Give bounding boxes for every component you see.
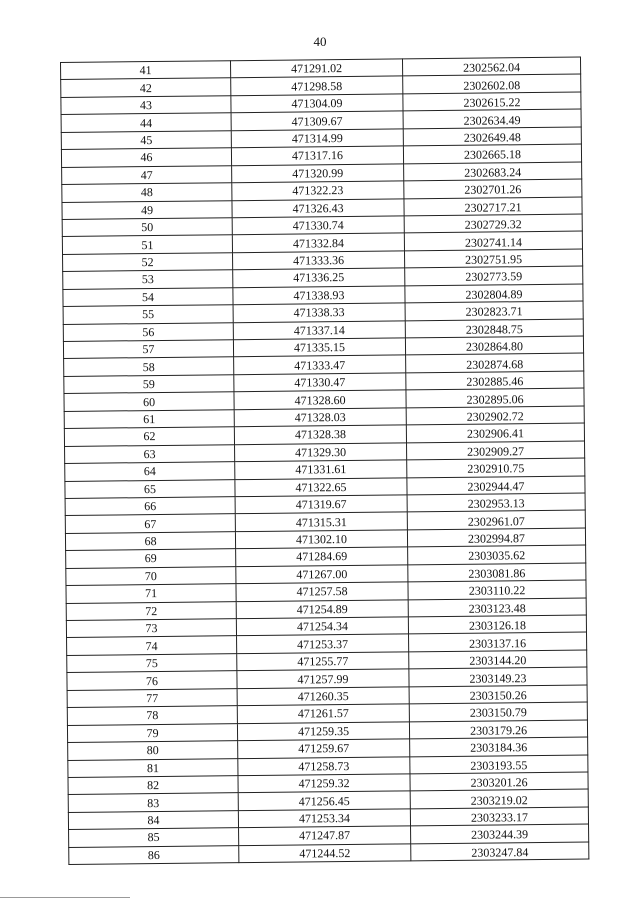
- x-coordinate-cell: 471337.14: [233, 320, 405, 339]
- x-coordinate-cell: 471332.84: [232, 233, 404, 252]
- x-coordinate-cell: 471259.35: [237, 722, 409, 741]
- point-number-cell: 70: [66, 566, 236, 585]
- y-coordinate-cell: 2302874.68: [406, 353, 584, 372]
- point-number-cell: 45: [61, 130, 231, 149]
- x-coordinate-cell: 471338.33: [233, 303, 405, 322]
- x-coordinate-cell: 471253.37: [237, 634, 409, 653]
- x-coordinate-cell: 471331.61: [235, 460, 407, 479]
- x-coordinate-cell: 471255.77: [237, 652, 409, 671]
- point-number-cell: 56: [63, 322, 233, 341]
- x-coordinate-cell: 471329.30: [235, 443, 407, 462]
- y-coordinate-cell: 2302823.71: [405, 301, 583, 320]
- y-coordinate-cell: 2303150.26: [409, 685, 587, 704]
- point-number-cell: 46: [61, 148, 231, 167]
- y-coordinate-cell: 2303110.22: [408, 580, 586, 599]
- x-coordinate-cell: 471315.31: [235, 512, 407, 531]
- point-number-cell: 54: [63, 287, 233, 306]
- x-coordinate-cell: 471328.60: [234, 390, 406, 409]
- y-coordinate-cell: 2303137.16: [409, 632, 587, 651]
- x-coordinate-cell: 471328.38: [234, 425, 406, 444]
- y-coordinate-cell: 2302751.95: [404, 249, 582, 268]
- point-number-cell: 71: [66, 584, 236, 603]
- x-coordinate-cell: 471314.99: [231, 129, 403, 148]
- x-coordinate-cell: 471260.35: [237, 687, 409, 706]
- point-number-cell: 73: [66, 619, 236, 638]
- point-number-cell: 86: [69, 845, 239, 864]
- coordinates-table: [60, 57, 589, 866]
- point-number-cell: 60: [64, 392, 234, 411]
- y-coordinate-cell: 2303244.39: [411, 824, 589, 843]
- x-coordinate-cell: 471256.45: [238, 791, 410, 810]
- x-coordinate-cell: 471254.89: [236, 599, 408, 618]
- y-coordinate-cell: 2303179.26: [409, 720, 587, 739]
- y-coordinate-cell: 2302602.08: [403, 74, 581, 93]
- coordinates-table-body: [61, 57, 589, 865]
- page-number: 40: [313, 34, 327, 49]
- x-coordinate-cell: 471317.16: [231, 146, 403, 165]
- x-coordinate-cell: 471328.03: [234, 408, 406, 427]
- point-number-cell: 66: [65, 497, 235, 516]
- point-number-cell: 51: [62, 235, 232, 254]
- x-coordinate-cell: 471259.32: [238, 774, 410, 793]
- y-coordinate-cell: 2303081.86: [408, 563, 586, 582]
- y-coordinate-cell: 2302634.49: [403, 109, 581, 128]
- y-coordinate-cell: 2303193.55: [410, 755, 588, 774]
- point-number-cell: 63: [65, 444, 235, 463]
- point-number-cell: 68: [65, 532, 235, 551]
- y-coordinate-cell: 2303233.17: [410, 807, 588, 826]
- point-number-cell: 57: [63, 340, 233, 359]
- x-coordinate-cell: 471284.69: [236, 547, 408, 566]
- y-coordinate-cell: 2303144.20: [409, 650, 587, 669]
- point-number-cell: 77: [67, 688, 237, 707]
- y-coordinate-cell: 2303150.79: [409, 702, 587, 721]
- y-coordinate-cell: 2302910.75: [407, 458, 585, 477]
- point-number-cell: 64: [65, 462, 235, 481]
- y-coordinate-cell: 2302953.13: [407, 493, 585, 512]
- point-number-cell: 42: [61, 78, 231, 97]
- y-coordinate-cell: 2302683.24: [404, 162, 582, 181]
- x-coordinate-cell: 471247.87: [239, 826, 411, 845]
- y-coordinate-cell: 2302944.47: [407, 476, 585, 495]
- point-number-cell: 55: [63, 305, 233, 324]
- y-coordinate-cell: 2302562.04: [402, 57, 580, 76]
- x-coordinate-cell: 471259.67: [238, 739, 410, 758]
- y-coordinate-cell: 2302665.18: [403, 144, 581, 163]
- point-number-cell: 62: [64, 427, 234, 446]
- point-number-cell: 48: [62, 183, 232, 202]
- point-number-cell: 75: [67, 654, 237, 673]
- y-coordinate-cell: 2303126.18: [408, 615, 586, 634]
- x-coordinate-cell: 471333.36: [233, 251, 405, 270]
- point-number-cell: 84: [68, 810, 238, 829]
- point-number-cell: 78: [67, 706, 237, 725]
- point-number-cell: 58: [64, 357, 234, 376]
- point-number-cell: 69: [66, 549, 236, 568]
- y-coordinate-cell: 2302895.06: [406, 388, 584, 407]
- y-coordinate-cell: 2302804.89: [405, 284, 583, 303]
- y-coordinate-cell: 2303201.26: [410, 772, 588, 791]
- x-coordinate-cell: 471333.47: [234, 355, 406, 374]
- y-coordinate-cell: 2303035.62: [408, 545, 586, 564]
- y-coordinate-cell: 2302885.46: [406, 371, 584, 390]
- point-number-cell: 41: [61, 61, 231, 80]
- point-number-cell: 67: [65, 514, 235, 533]
- y-coordinate-cell: 2302902.72: [406, 406, 584, 425]
- x-coordinate-cell: 471257.99: [237, 669, 409, 688]
- point-number-cell: 81: [68, 758, 238, 777]
- x-coordinate-cell: 471326.43: [232, 198, 404, 217]
- x-coordinate-cell: 471319.67: [235, 495, 407, 514]
- y-coordinate-cell: 2302909.27: [407, 441, 585, 460]
- y-coordinate-cell: 2302615.22: [403, 92, 581, 111]
- point-number-cell: 80: [68, 741, 238, 760]
- footer-rule: [0, 897, 130, 898]
- y-coordinate-cell: 2302701.26: [404, 179, 582, 198]
- y-coordinate-cell: 2303149.23: [409, 667, 587, 686]
- y-coordinate-cell: 2303123.48: [408, 598, 586, 617]
- x-coordinate-cell: 471330.47: [234, 373, 406, 392]
- y-coordinate-cell: 2302994.87: [407, 528, 585, 547]
- y-coordinate-cell: 2303247.84: [411, 842, 589, 861]
- x-coordinate-cell: 471309.67: [231, 111, 403, 130]
- point-number-cell: 49: [62, 200, 232, 219]
- point-number-cell: 83: [68, 793, 238, 812]
- point-number-cell: 65: [65, 479, 235, 498]
- point-number-cell: 74: [67, 636, 237, 655]
- y-coordinate-cell: 2302906.41: [406, 423, 584, 442]
- point-number-cell: 50: [62, 218, 232, 237]
- y-coordinate-cell: 2302864.80: [405, 336, 583, 355]
- point-number-cell: 47: [62, 165, 232, 184]
- point-number-cell: 72: [66, 601, 236, 620]
- point-number-cell: 43: [61, 96, 231, 115]
- x-coordinate-cell: 471258.73: [238, 756, 410, 775]
- y-coordinate-cell: 2303184.36: [410, 737, 588, 756]
- x-coordinate-cell: 471302.10: [235, 530, 407, 549]
- point-number-cell: 79: [67, 723, 237, 742]
- x-coordinate-cell: 471254.34: [236, 617, 408, 636]
- y-coordinate-cell: 2303219.02: [410, 789, 588, 808]
- x-coordinate-cell: 471298.58: [231, 76, 403, 95]
- y-coordinate-cell: 2302729.32: [404, 214, 582, 233]
- x-coordinate-cell: 471322.23: [232, 181, 404, 200]
- y-coordinate-cell: 2302649.48: [403, 127, 581, 146]
- y-coordinate-cell: 2302717.21: [404, 197, 582, 216]
- x-coordinate-cell: 471320.99: [232, 164, 404, 183]
- x-coordinate-cell: 471336.25: [233, 268, 405, 287]
- x-coordinate-cell: 471253.34: [238, 809, 410, 828]
- point-number-cell: 59: [64, 375, 234, 394]
- y-coordinate-cell: 2302773.59: [405, 266, 583, 285]
- x-coordinate-cell: 471257.58: [236, 582, 408, 601]
- x-coordinate-cell: 471322.65: [235, 477, 407, 496]
- point-number-cell: 82: [68, 776, 238, 795]
- x-coordinate-cell: 471304.09: [231, 94, 403, 113]
- point-number-cell: 76: [67, 671, 237, 690]
- point-number-cell: 52: [63, 253, 233, 272]
- point-number-cell: 85: [69, 828, 239, 847]
- point-number-cell: 44: [61, 113, 231, 132]
- x-coordinate-cell: 471244.52: [239, 844, 411, 863]
- y-coordinate-cell: 2302961.07: [407, 510, 585, 529]
- x-coordinate-cell: 471335.15: [233, 338, 405, 357]
- point-number-cell: 61: [64, 409, 234, 428]
- coordinates-table-container: [60, 57, 588, 866]
- y-coordinate-cell: 2302848.75: [405, 319, 583, 338]
- x-coordinate-cell: 471330.74: [232, 216, 404, 235]
- x-coordinate-cell: 471267.00: [236, 565, 408, 584]
- x-coordinate-cell: 471261.57: [237, 704, 409, 723]
- x-coordinate-cell: 471291.02: [230, 59, 402, 78]
- y-coordinate-cell: 2302741.14: [404, 231, 582, 250]
- point-number-cell: 53: [63, 270, 233, 289]
- x-coordinate-cell: 471338.93: [233, 286, 405, 305]
